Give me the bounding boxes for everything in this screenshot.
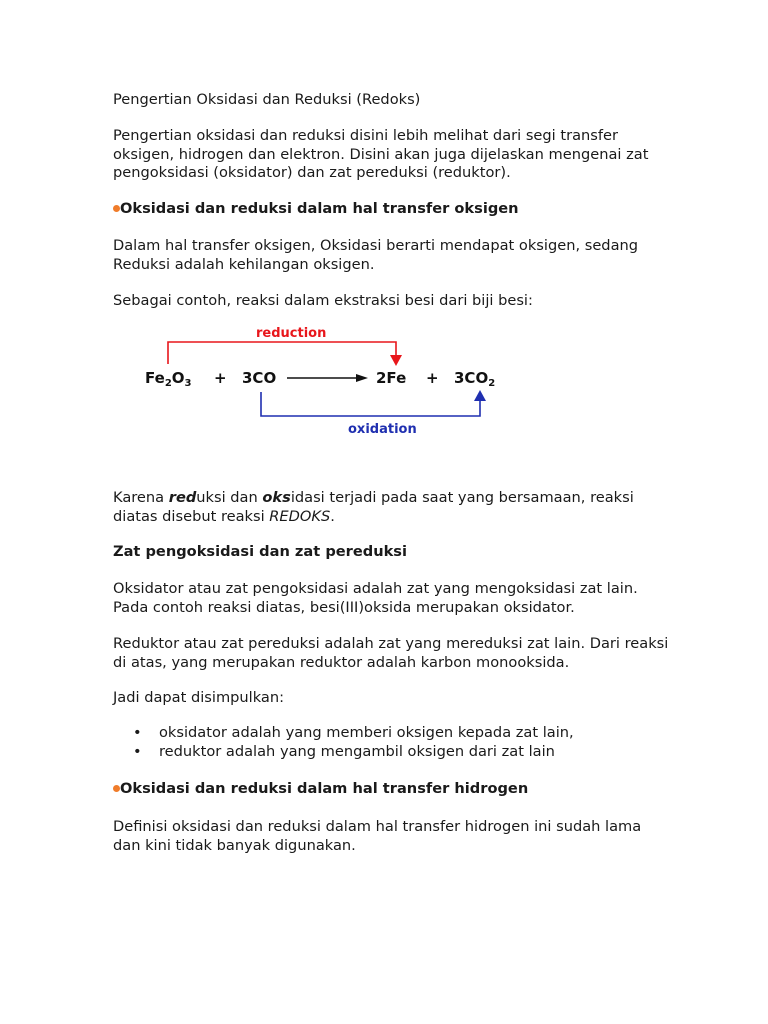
redoks-text-1: Karena: [113, 489, 169, 506]
oxidation-label: oxidation: [348, 422, 417, 437]
reduction-label: reduction: [256, 326, 327, 341]
intro-paragraph: Pengertian oksidasi dan reduksi disini lebih melihat dari segi transfer oksigen, hidrogen dan elektron. Disini akan juga dijelaskan mengenai zat pengoksidasi (oksidator) dan zat pereduksi (reduktor).: [113, 127, 649, 181]
orange-bullet-icon: [113, 205, 120, 212]
reductor-paragraph: Reduktor atau zat pereduksi adalah zat yang mereduksi zat lain. Dari reaksi di atas, yang merupakan reduktor adalah karbon monooksida.: [113, 635, 669, 671]
bullet-icon: •: [133, 742, 142, 760]
list-item-text: reduktor adalah yang mengambil oksigen dari zat lain: [159, 742, 555, 760]
oxidation-bracket: [261, 392, 480, 416]
section-heading-hydrogen-transfer: [113, 780, 673, 799]
plus-sign: +: [426, 369, 439, 387]
section-heading-oxygen-transfer: [113, 200, 673, 219]
redoks-term: REDOKS: [269, 507, 331, 525]
list-item: [113, 743, 673, 762]
red-emphasis: red: [168, 489, 197, 506]
redoks-text-4: .: [330, 507, 335, 525]
reduction-arrowhead-icon: [390, 355, 402, 366]
bullet-icon: •: [133, 724, 142, 741]
orange-bullet-icon: [113, 785, 120, 792]
product-3co2: $3CO_2$: [454, 369, 496, 389]
reaction-arrowhead-icon: [356, 374, 368, 382]
section-heading-agents: Zat pengoksidasi dan zat pereduksi: [113, 543, 407, 560]
page-title: Pengertian Oksidasi dan Reduksi (Redoks): [113, 91, 421, 108]
oxygen-transfer-paragraph: Dalam hal transfer oksigen, Oksidasi berarti mendapat oksigen, sedang Reduksi adalah kehilangan oksigen.: [113, 237, 639, 273]
redoks-text-2: uksi dan: [196, 489, 263, 506]
conclusion-list: [113, 724, 673, 761]
redoks-paragraph: [113, 489, 673, 526]
reactant-3co: 3CO: [242, 369, 277, 387]
product-2fe: 2Fe: [376, 369, 407, 387]
redox-equation-diagram: [140, 322, 520, 442]
hydrogen-transfer-paragraph: Definisi oksidasi dan reduksi dalam hal transfer hidrogen ini sudah lama dan kini tidak banyak digunakan.: [113, 818, 642, 854]
redoks-text-3: idasi terjadi pada saat yang bersamaan, reaksi diatas disebut reaksi: [113, 489, 634, 525]
section-heading-text: Oksidasi dan reduksi dalam hal transfer oksigen: [120, 200, 519, 217]
conclusion-intro: Jadi dapat disimpulkan:: [113, 689, 285, 706]
section-heading-text: Oksidasi dan reduksi dalam hal transfer hidrogen: [120, 780, 529, 797]
list-item: [113, 724, 673, 743]
oxidator-paragraph: Oksidator atau zat pengoksidasi adalah zat yang mengoksidasi zat lain. Pada contoh reaksi diatas, besi(III)oksida merupakan oksidator.: [113, 580, 638, 616]
example-intro-paragraph: Sebagai contoh, reaksi dalam ekstraksi besi dari biji besi:: [113, 292, 533, 309]
plus-sign: +: [214, 369, 227, 387]
list-item-text: oksidator adalah yang memberi oksigen kepada zat lain,: [159, 724, 574, 741]
reactant-fe2o3: $Fe_2O_3$: [145, 369, 192, 389]
reduction-bracket: [168, 342, 396, 364]
oxidation-arrowhead-icon: [474, 390, 486, 401]
oks-emphasis: oks: [262, 489, 291, 506]
